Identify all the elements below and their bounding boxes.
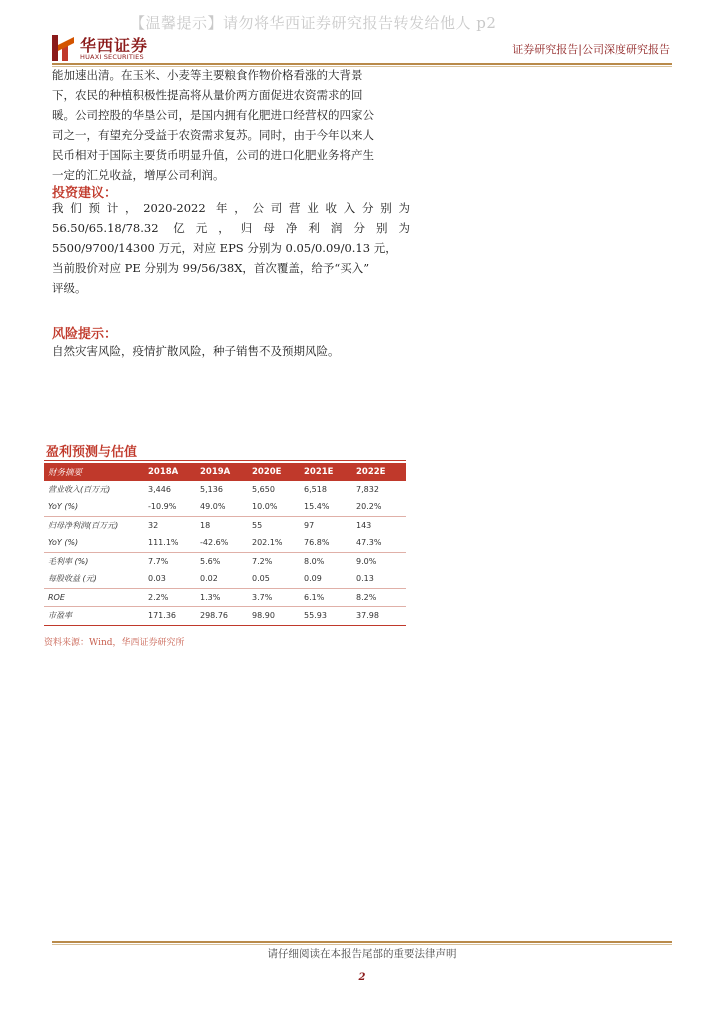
table-row xyxy=(44,552,406,570)
row-label: YoY (%) xyxy=(48,538,79,548)
table-row xyxy=(44,570,406,588)
text-line: 下，农民的种植积极性提高将从量价两方面促进农资需求的回 xyxy=(52,88,363,102)
table-cell: 8.0% xyxy=(300,552,352,570)
row-label: 每股收益 (元) xyxy=(48,574,97,584)
table-cell: 8.2% xyxy=(352,588,406,607)
text-line: 能加速出清。在玉米、小麦等主要粮食作物价格看涨的大背景 xyxy=(52,68,363,82)
table-row xyxy=(44,607,406,626)
column-header: 2018A xyxy=(144,463,196,481)
text-line: 5500/9700/14300 万元，对应 EPS 分别为 0.05/0.09/0.13 元， xyxy=(52,241,397,255)
column-header: 2019A xyxy=(196,463,248,481)
table-cell: 5,650 xyxy=(252,484,275,494)
row-label: 归母净利润(百万元) xyxy=(44,516,144,534)
footer-divider-thin xyxy=(52,944,672,945)
table-cell: 298.76 xyxy=(196,607,248,626)
row-label: ROE xyxy=(44,588,144,607)
table-cell: -42.6% xyxy=(200,538,229,548)
text-line: 评级。 xyxy=(52,281,87,295)
text-line: 暖。公司控股的华垦公司，是国内拥有化肥进口经营权的四家公 xyxy=(52,108,374,122)
risk-title: 风险提示： xyxy=(52,327,118,342)
column-header: 财务摘要 xyxy=(44,463,144,481)
risk-paragraph: 自然灾害风险，疫情扩散风险，种子销售不及预期风险。 xyxy=(52,344,340,358)
table-cell: 7.7% xyxy=(144,552,196,570)
table-cell: 2.2% xyxy=(144,588,196,607)
text-line: 民币相对于国际主要货币明显升值，公司的进口化肥业务将产生 xyxy=(52,148,374,162)
table-cell: 97 xyxy=(300,516,352,534)
table-cell: 9.0% xyxy=(352,552,406,570)
huaxi-logo-icon xyxy=(52,33,76,61)
intro-paragraph xyxy=(52,65,410,185)
watermark-notice: 【温馨提示】请勿将华西证券研究报告转发给他人 p2 xyxy=(130,14,497,32)
table-cell: 143 xyxy=(352,516,406,534)
table-cell: 32 xyxy=(144,516,196,534)
table-cell: 15.4% xyxy=(304,502,330,512)
table-cell: 76.8% xyxy=(304,538,330,548)
table-cell: 3,446 xyxy=(148,484,171,494)
table-cell: 7,832 xyxy=(356,484,379,494)
column-header: 2021E xyxy=(300,463,352,481)
text-line: 司之一，有望充分受益于农资需求复苏。同时，由于今年以来人 xyxy=(52,128,374,142)
investment-paragraph xyxy=(52,198,410,298)
page-number: 2 xyxy=(358,972,366,983)
forecast-table xyxy=(44,463,406,626)
table-cell: 47.3% xyxy=(356,538,382,548)
row-label: 营业收入(百万元) xyxy=(48,484,111,494)
table-row xyxy=(44,588,406,607)
table-cell: 20.2% xyxy=(356,502,382,512)
table-cell: 6,518 xyxy=(304,484,327,494)
row-label: 市盈率 xyxy=(44,607,144,626)
investment-title: 投资建议： xyxy=(52,186,118,201)
data-source-note: 资料来源：Wind，华西证券研究所 xyxy=(44,638,185,648)
table-cell: 55.93 xyxy=(300,607,352,626)
table-cell: 6.1% xyxy=(300,588,352,607)
footer-divider xyxy=(52,941,672,943)
row-label: YoY (%) xyxy=(48,502,79,512)
table-cell: 111.1% xyxy=(148,538,179,548)
table-cell: 0.05 xyxy=(252,574,270,584)
table-cell: -10.9% xyxy=(148,502,177,512)
table-row xyxy=(44,534,406,552)
row-label: 毛利率 (%) xyxy=(44,552,144,570)
column-header: 2022E xyxy=(352,463,406,481)
brand-name-en: HUAXI SECURITIES xyxy=(80,53,144,61)
text-line: 一定的汇兑收益，增厚公司利润。 xyxy=(52,168,225,182)
table-cell: 98.90 xyxy=(248,607,300,626)
text-line: 当前股价对应 PE 分别为 99/56/38X，首次覆盖，给予“买入” xyxy=(52,261,370,275)
table-cell: 202.1% xyxy=(252,538,283,548)
text-line: 我们预计，2020-2022 年，公司营业收入分别为 xyxy=(52,201,410,215)
table-cell: 171.36 xyxy=(144,607,196,626)
table-cell: 0.13 xyxy=(356,574,374,584)
column-header: 2020E xyxy=(248,463,300,481)
table-cell: 5.6% xyxy=(196,552,248,570)
table-cell: 0.03 xyxy=(148,574,166,584)
table-cell: 0.02 xyxy=(200,574,218,584)
table-row xyxy=(44,516,406,534)
table-row xyxy=(44,498,406,516)
table-cell: 55 xyxy=(248,516,300,534)
table-cell: 3.7% xyxy=(248,588,300,607)
table-cell: 0.09 xyxy=(304,574,322,584)
report-type: 证券研究报告|公司深度研究报告 xyxy=(512,43,670,56)
forecast-title: 盈利预测与估值 xyxy=(46,445,138,460)
table-row xyxy=(44,481,406,499)
brand-name: 华西证券 xyxy=(80,36,149,55)
table-cell: 5,136 xyxy=(200,484,223,494)
legal-disclaimer: 请仔细阅读在本报告尾部的重要法律声明 xyxy=(267,948,457,960)
text-line: 56.50/65.18/78.32 亿元，归母净利润分别为 xyxy=(52,221,410,235)
table-header-row xyxy=(44,463,406,481)
table-cell: 1.3% xyxy=(196,588,248,607)
table-cell: 10.0% xyxy=(252,502,278,512)
forecast-title-rule xyxy=(44,460,406,461)
table-cell: 18 xyxy=(196,516,248,534)
table-cell: 7.2% xyxy=(248,552,300,570)
table-cell: 49.0% xyxy=(200,502,226,512)
table-cell: 37.98 xyxy=(352,607,406,626)
